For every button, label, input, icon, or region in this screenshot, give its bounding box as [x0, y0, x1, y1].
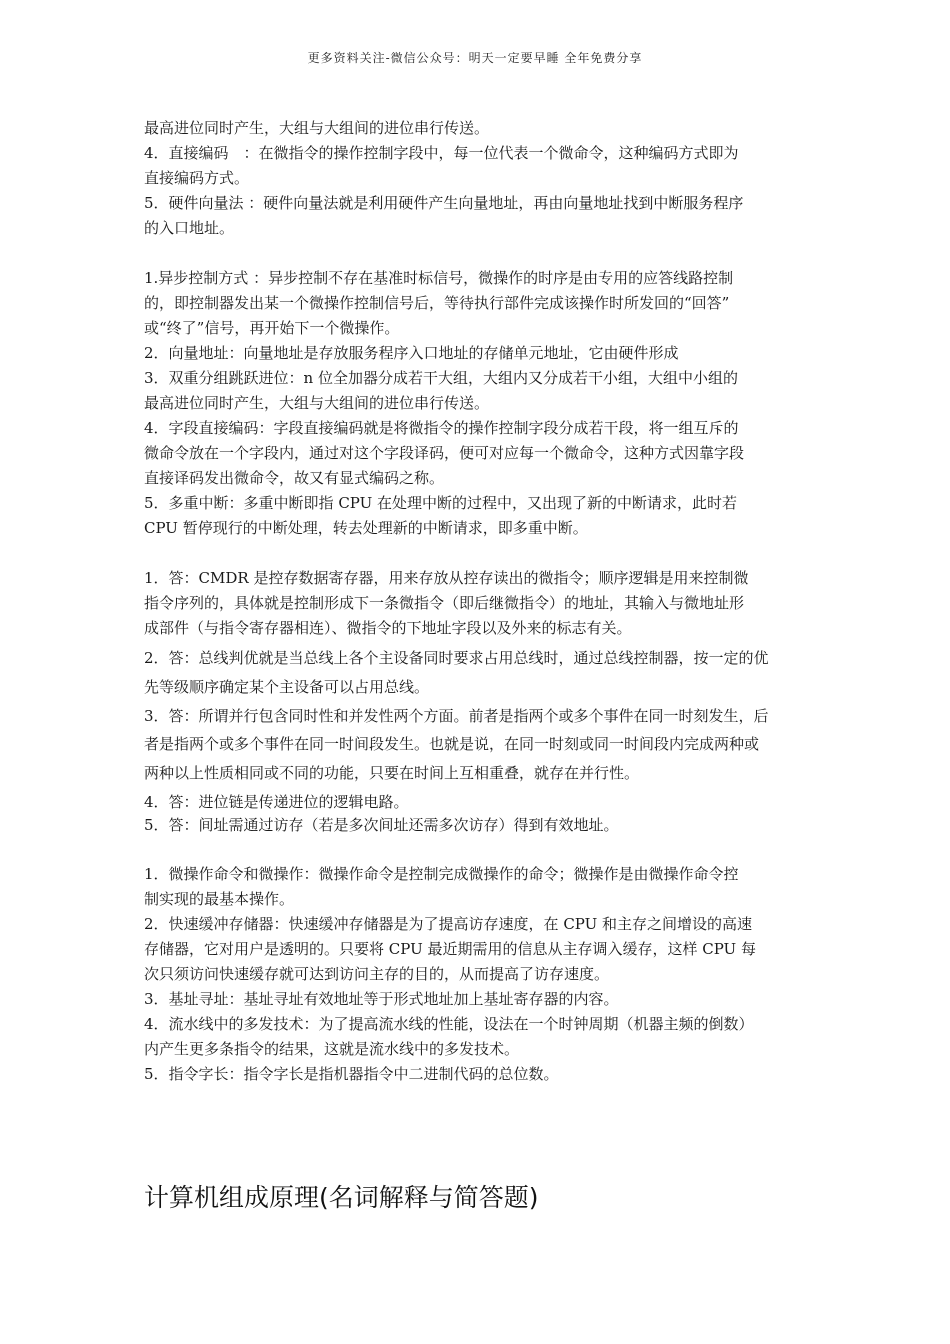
text-line: 3．双重分组跳跃进位：n 位全加器分成若干大组，大组内又分成若干小组，大组中小组的 — [144, 369, 738, 387]
document-title: 计算机组成原理(名词解释与简答题) — [144, 1183, 539, 1212]
text-line: 或“终了”信号，再开始下一个微操作。 — [144, 319, 400, 337]
text-line: 制实现的最基本操作。 — [144, 890, 295, 908]
text-line: 5．硬件向量法 ：硬件向量法就是利用硬件产生向量地址，再由向量地址找到中断服务程序 — [144, 194, 744, 212]
text-line: 2．快速缓冲存储器：快速缓冲存储器是为了提高访存速度，在 CPU 和主存之间增设的高速 — [144, 915, 753, 933]
text-line: 次只须访问快速缓存就可达到访问主存的目的，从而提高了访存速度。 — [144, 965, 610, 983]
text-line: 3．基址寻址：基址寻址有效地址等于形式地址加上基址寄存器的内容。 — [144, 990, 619, 1008]
text-line: 指令序列的，具体就是控制形成下一条微指令（即后继微指令）的地址，其输入与微地址形 — [144, 594, 745, 612]
text-line: 1.异步控制方式 ：异步控制不存在基准时标信号，微操作的时序是由专用的应答线路控制 — [144, 269, 734, 287]
text-line: 者是指两个或多个事件在同一时间段发生。也就是说，在同一时刻或同一时间段内完成两种或 — [144, 735, 760, 753]
page-header: 更多资料关注-微信公众号：明天一定要早睡 全年免费分享 — [307, 51, 643, 65]
text-line: 1．答：CMDR 是控存数据寄存器，用来存放从控存读出的微指令；顺序逻辑是用来控制微 — [144, 569, 749, 587]
text-line: 3．答：所谓并行包含同时性和并发性两个方面。前者是指两个或多个事件在同一时刻发生，后 — [144, 707, 769, 725]
text-line: 5．指令字长：指令字长是指机器指令中二进制代码的总位数。 — [144, 1065, 559, 1083]
text-line: 最高进位同时产生，大组与大组间的进位串行传送。 — [144, 394, 490, 412]
text-line: 2．向量地址：向量地址是存放服务程序入口地址的存储单元地址，它由硬件形成 — [144, 344, 679, 362]
text-line: 5．多重中断：多重中断即指 CPU 在处理中断的过程中，又出现了新的中断请求，此时若 — [144, 494, 738, 512]
text-line: 两种以上性质相同或不同的功能，只要在时间上互相重叠，就存在并行性。 — [144, 764, 640, 782]
text-line: 内产生更多条指令的结果，这就是流水线中的多发技术。 — [144, 1040, 520, 1058]
text-line: 直接编码方式。 — [144, 169, 250, 187]
text-line: 成部件（与指令寄存器相连）、微指令的下地址字段以及外来的标志有关。 — [144, 619, 632, 637]
text-line: 存储器，它对用户是透明的。只要将 CPU 最近期需用的信息从主存调入缓存，这样 CPU 每 — [144, 940, 756, 958]
text-line: 1．微操作命令和微操作：微操作命令是控制完成微操作的命令；微操作是由微操作命令控 — [144, 865, 739, 883]
text-line: 4．答：进位链是传递进位的逻辑电路。 — [144, 793, 409, 811]
text-line: 直接译码发出微命令，故又有显式编码之称。 — [144, 469, 445, 487]
text-line: 的，即控制器发出某一个微操作控制信号后，等待执行部件完成该操作时所发回的“回答” — [144, 294, 730, 312]
text-line: 4．字段直接编码：字段直接编码就是将微指令的操作控制字段分成若干段，将一组互斥的 — [144, 419, 739, 437]
text-line: 5．答：间址需通过访存（若是多次间址还需多次访存）得到有效地址。 — [144, 816, 619, 834]
text-line: 4．直接编码 ：在微指令的操作控制字段中，每一位代表一个微命令，这种编码方式即为 — [144, 144, 739, 162]
text-line: 先等级顺序确定某个主设备可以占用总线。 — [144, 678, 430, 696]
text-line: CPU 暂停现行的中断处理，转去处理新的中断请求，即多重中断。 — [144, 519, 588, 537]
text-line: 4．流水线中的多发技术：为了提高流水线的性能，设法在一个时钟周期（机器主频的倒数） — [144, 1015, 754, 1033]
text-line: 的入口地址。 — [144, 219, 235, 237]
text-line: 微命令放在一个字段内，通过对这个字段译码，便可对应每一个微命令，这种方式因靠字段 — [144, 444, 745, 462]
text-line: 最高进位同时产生，大组与大组间的进位串行传送。 — [144, 119, 490, 137]
text-line: 2．答：总线判优就是当总线上各个主设备同时要求占用总线时，通过总线控制器，按一定的优 — [144, 649, 769, 667]
